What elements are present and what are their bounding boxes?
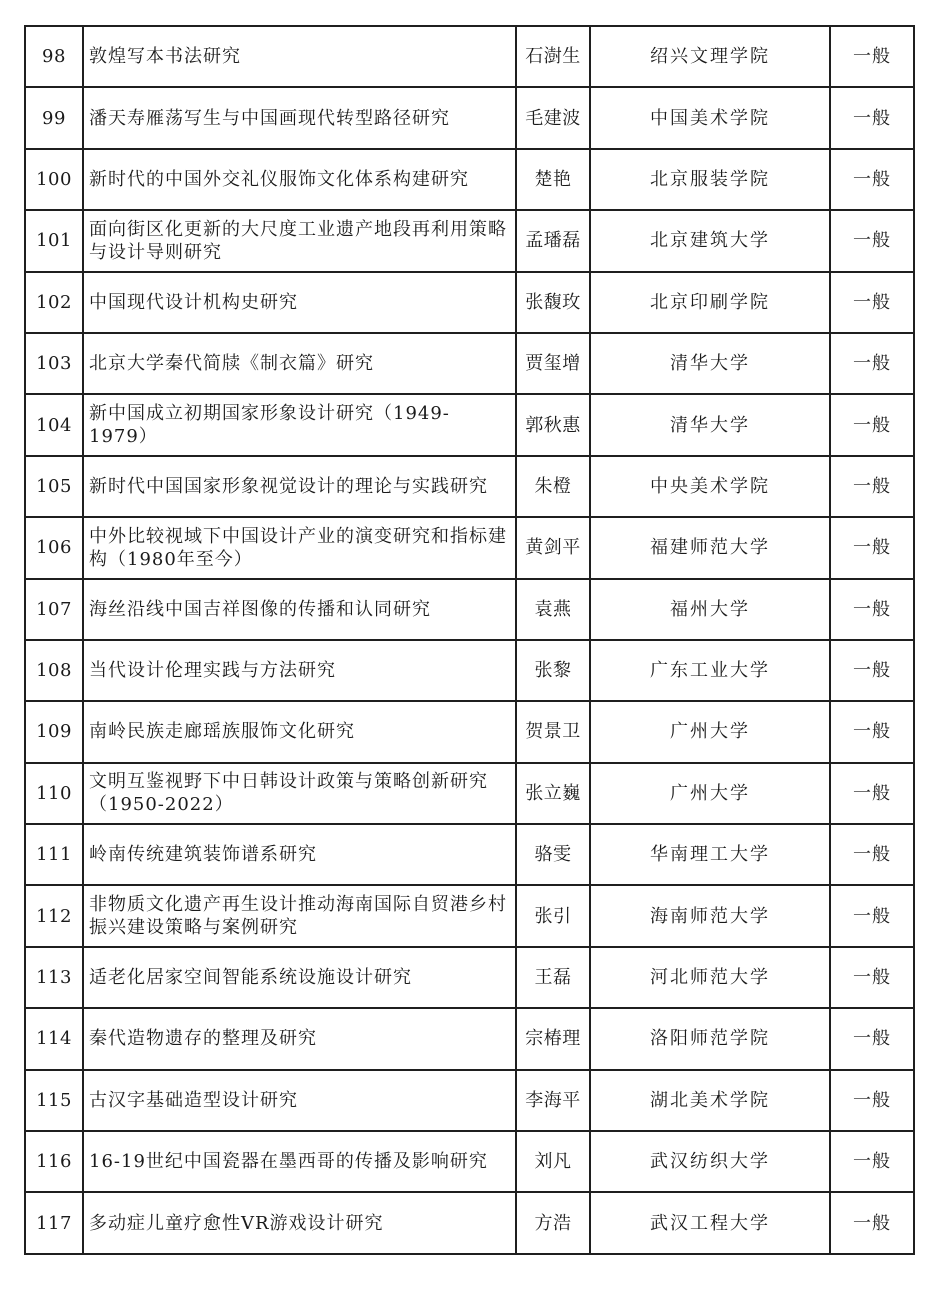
table-row bbox=[25, 272, 914, 333]
principal-investigator: 宗椿理 bbox=[516, 1008, 590, 1069]
institution-name: 清华大学 bbox=[590, 394, 830, 455]
row-number: 99 bbox=[25, 87, 83, 148]
project-category: 一般 bbox=[830, 947, 914, 1008]
principal-investigator: 骆雯 bbox=[516, 824, 590, 885]
principal-investigator: 张馥玫 bbox=[516, 272, 590, 333]
project-title: 新时代中国国家形象视觉设计的理论与实践研究 bbox=[83, 456, 516, 517]
institution-name: 广州大学 bbox=[590, 701, 830, 762]
table-row bbox=[25, 1008, 914, 1069]
institution-name: 武汉工程大学 bbox=[590, 1192, 830, 1253]
project-list-document bbox=[24, 25, 915, 1255]
project-table bbox=[24, 25, 915, 1255]
project-category: 一般 bbox=[830, 26, 914, 87]
principal-investigator: 贺景卫 bbox=[516, 701, 590, 762]
project-category: 一般 bbox=[830, 579, 914, 640]
project-title: 海丝沿线中国吉祥图像的传播和认同研究 bbox=[83, 579, 516, 640]
row-number: 108 bbox=[25, 640, 83, 701]
project-title: 文明互鉴视野下中日韩设计政策与策略创新研究（1950-2022） bbox=[83, 763, 516, 824]
table-row bbox=[25, 824, 914, 885]
row-number: 113 bbox=[25, 947, 83, 1008]
row-number: 117 bbox=[25, 1192, 83, 1253]
table-row bbox=[25, 947, 914, 1008]
project-category: 一般 bbox=[830, 824, 914, 885]
principal-investigator: 贾玺增 bbox=[516, 333, 590, 394]
row-number: 104 bbox=[25, 394, 83, 455]
table-row bbox=[25, 517, 914, 578]
institution-name: 清华大学 bbox=[590, 333, 830, 394]
table-row bbox=[25, 1131, 914, 1192]
table-row bbox=[25, 394, 914, 455]
project-title: 非物质文化遗产再生设计推动海南国际自贸港乡村振兴建设策略与案例研究 bbox=[83, 885, 516, 946]
institution-name: 广东工业大学 bbox=[590, 640, 830, 701]
project-title: 适老化居家空间智能系统设施设计研究 bbox=[83, 947, 516, 1008]
project-category: 一般 bbox=[830, 394, 914, 455]
row-number: 98 bbox=[25, 26, 83, 87]
project-title: 岭南传统建筑装饰谱系研究 bbox=[83, 824, 516, 885]
table-row bbox=[25, 701, 914, 762]
table-row bbox=[25, 1192, 914, 1253]
row-number: 101 bbox=[25, 210, 83, 271]
table-row bbox=[25, 885, 914, 946]
row-number: 110 bbox=[25, 763, 83, 824]
project-title: 潘天寿雁荡写生与中国画现代转型路径研究 bbox=[83, 87, 516, 148]
row-number: 106 bbox=[25, 517, 83, 578]
principal-investigator: 孟璠磊 bbox=[516, 210, 590, 271]
principal-investigator: 黄剑平 bbox=[516, 517, 590, 578]
principal-investigator: 张引 bbox=[516, 885, 590, 946]
principal-investigator: 方浩 bbox=[516, 1192, 590, 1253]
row-number: 109 bbox=[25, 701, 83, 762]
institution-name: 北京印刷学院 bbox=[590, 272, 830, 333]
project-table-body bbox=[25, 26, 914, 1254]
row-number: 100 bbox=[25, 149, 83, 210]
institution-name: 洛阳师范学院 bbox=[590, 1008, 830, 1069]
table-row bbox=[25, 333, 914, 394]
project-category: 一般 bbox=[830, 456, 914, 517]
principal-investigator: 张黎 bbox=[516, 640, 590, 701]
institution-name: 福州大学 bbox=[590, 579, 830, 640]
principal-investigator: 毛建波 bbox=[516, 87, 590, 148]
project-title: 中外比较视域下中国设计产业的演变研究和指标建构（1980年至今） bbox=[83, 517, 516, 578]
project-title: 新中国成立初期国家形象设计研究（1949-1979） bbox=[83, 394, 516, 455]
project-title: 当代设计伦理实践与方法研究 bbox=[83, 640, 516, 701]
row-number: 116 bbox=[25, 1131, 83, 1192]
project-title: 多动症儿童疗愈性VR游戏设计研究 bbox=[83, 1192, 516, 1253]
project-category: 一般 bbox=[830, 640, 914, 701]
project-title: 敦煌写本书法研究 bbox=[83, 26, 516, 87]
principal-investigator: 朱橙 bbox=[516, 456, 590, 517]
table-row bbox=[25, 87, 914, 148]
row-number: 111 bbox=[25, 824, 83, 885]
project-category: 一般 bbox=[830, 1192, 914, 1253]
project-title: 南岭民族走廊瑶族服饰文化研究 bbox=[83, 701, 516, 762]
principal-investigator: 郭秋惠 bbox=[516, 394, 590, 455]
principal-investigator: 石澍生 bbox=[516, 26, 590, 87]
row-number: 107 bbox=[25, 579, 83, 640]
project-title: 新时代的中国外交礼仪服饰文化体系构建研究 bbox=[83, 149, 516, 210]
project-category: 一般 bbox=[830, 1070, 914, 1131]
institution-name: 海南师范大学 bbox=[590, 885, 830, 946]
project-title: 面向街区化更新的大尺度工业遗产地段再利用策略与设计导则研究 bbox=[83, 210, 516, 271]
project-category: 一般 bbox=[830, 87, 914, 148]
row-number: 115 bbox=[25, 1070, 83, 1131]
institution-name: 湖北美术学院 bbox=[590, 1070, 830, 1131]
project-category: 一般 bbox=[830, 210, 914, 271]
institution-name: 中国美术学院 bbox=[590, 87, 830, 148]
table-row bbox=[25, 763, 914, 824]
project-title: 中国现代设计机构史研究 bbox=[83, 272, 516, 333]
project-category: 一般 bbox=[830, 1131, 914, 1192]
row-number: 114 bbox=[25, 1008, 83, 1069]
project-category: 一般 bbox=[830, 333, 914, 394]
principal-investigator: 张立巍 bbox=[516, 763, 590, 824]
project-category: 一般 bbox=[830, 701, 914, 762]
principal-investigator: 李海平 bbox=[516, 1070, 590, 1131]
table-row bbox=[25, 640, 914, 701]
institution-name: 北京服装学院 bbox=[590, 149, 830, 210]
principal-investigator: 楚艳 bbox=[516, 149, 590, 210]
project-title: 北京大学秦代简牍《制衣篇》研究 bbox=[83, 333, 516, 394]
project-category: 一般 bbox=[830, 149, 914, 210]
principal-investigator: 袁燕 bbox=[516, 579, 590, 640]
project-category: 一般 bbox=[830, 885, 914, 946]
row-number: 105 bbox=[25, 456, 83, 517]
institution-name: 福建师范大学 bbox=[590, 517, 830, 578]
institution-name: 广州大学 bbox=[590, 763, 830, 824]
institution-name: 绍兴文理学院 bbox=[590, 26, 830, 87]
table-row bbox=[25, 579, 914, 640]
project-category: 一般 bbox=[830, 272, 914, 333]
project-category: 一般 bbox=[830, 1008, 914, 1069]
project-category: 一般 bbox=[830, 517, 914, 578]
project-title: 16-19世纪中国瓷器在墨西哥的传播及影响研究 bbox=[83, 1131, 516, 1192]
principal-investigator: 王磊 bbox=[516, 947, 590, 1008]
row-number: 102 bbox=[25, 272, 83, 333]
table-row bbox=[25, 149, 914, 210]
project-title: 古汉字基础造型设计研究 bbox=[83, 1070, 516, 1131]
principal-investigator: 刘凡 bbox=[516, 1131, 590, 1192]
table-row bbox=[25, 210, 914, 271]
institution-name: 河北师范大学 bbox=[590, 947, 830, 1008]
project-category: 一般 bbox=[830, 763, 914, 824]
institution-name: 华南理工大学 bbox=[590, 824, 830, 885]
institution-name: 武汉纺织大学 bbox=[590, 1131, 830, 1192]
table-row bbox=[25, 26, 914, 87]
institution-name: 北京建筑大学 bbox=[590, 210, 830, 271]
row-number: 103 bbox=[25, 333, 83, 394]
table-row bbox=[25, 1070, 914, 1131]
table-row bbox=[25, 456, 914, 517]
project-title: 秦代造物遗存的整理及研究 bbox=[83, 1008, 516, 1069]
institution-name: 中央美术学院 bbox=[590, 456, 830, 517]
row-number: 112 bbox=[25, 885, 83, 946]
